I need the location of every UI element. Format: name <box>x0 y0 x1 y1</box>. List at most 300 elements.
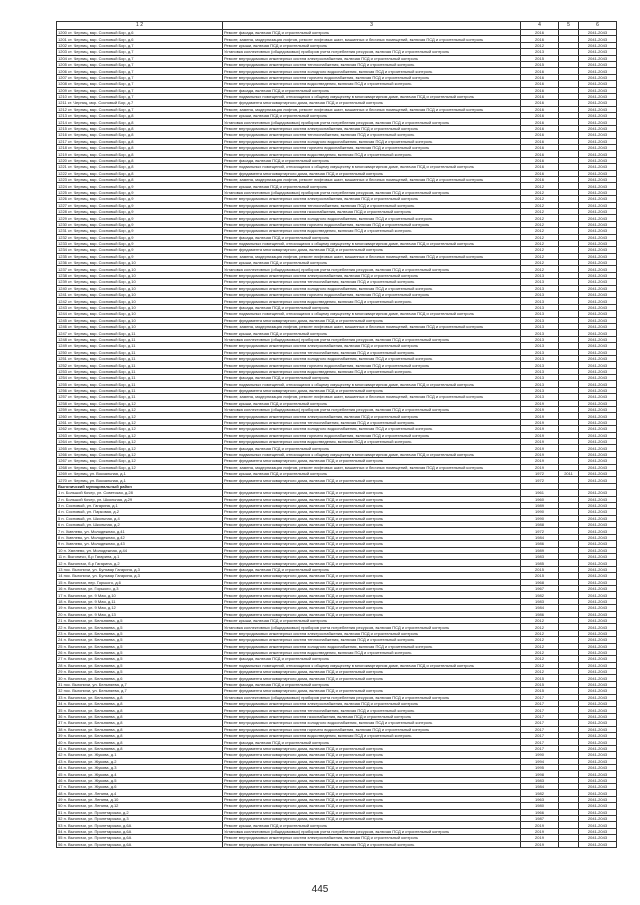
cell-work-type: Ремонт внутридомовых инженерных систем электроснабжения, включая ПСД и строительный контроль <box>223 630 521 636</box>
cell-period: 2041-2043 <box>579 407 617 413</box>
cell-work-type: Ремонт внутридомовых инженерных систем холодного водоснабжения, включая ПСД и строительный контроль <box>223 215 521 221</box>
row-number: 1230 <box>58 221 67 227</box>
cell-year: 2015 <box>521 566 559 572</box>
row-number: 28 <box>58 662 63 668</box>
row-number: 1247 <box>58 330 67 336</box>
address-text: ст. Черниц, мкр. Сосновый Бор, д.12 <box>68 432 136 438</box>
cell-year: 2019 <box>521 841 559 847</box>
cell-period: 2041-2043 <box>579 643 617 649</box>
cell-period: 2041-2043 <box>579 330 617 336</box>
cell-period: 2041-2043 <box>579 176 617 182</box>
cell-period: 2041-2043 <box>579 739 617 745</box>
address-text: п. Сосновый, ул. Школьная, д.2 <box>61 522 120 528</box>
address-text: ст. Черниц, мкр. Сосновый Бор, д.7 <box>68 68 134 74</box>
cell-period: 2041-2043 <box>579 451 617 457</box>
address-text: п. Выгоничи, ул. 9 Мая, д.13 <box>63 611 116 617</box>
header-col-5: 5 <box>559 22 579 30</box>
row-number: 11 <box>58 554 63 560</box>
cell-year: 2016 <box>521 170 559 176</box>
cell-period: 2041-2043 <box>579 490 617 496</box>
cell-work-type: Ремонт фундамента многоквартирного дома, включая ПСД и строительный контроль <box>223 771 521 777</box>
cell-period: 2041-2043 <box>579 598 617 604</box>
cell-period: 2041-2043 <box>579 681 617 687</box>
address-text: ст. Черниц, мкр. Сосновый Бор, д.8 <box>68 132 134 138</box>
cell-year: 2012 <box>521 202 559 208</box>
cell-work-type: Ремонт фундамента многоквартирного дома, включая ПСД и строительный контроль <box>223 502 521 508</box>
address-text: п. Выгоничи, ул. Бельняева, д.5 <box>63 656 123 662</box>
row-number: 49 <box>58 797 63 803</box>
cell-year: 2019 <box>521 439 559 445</box>
cell-period: 2041-2043 <box>579 311 617 317</box>
address-text: ст. Черниц, мкр. Сосновый Бор, д.10 <box>68 266 136 272</box>
cell-work-type: Ремонт фундамента многоквартирного дома, включая ПСД и строительный контроль <box>223 745 521 751</box>
row-number: 1201 <box>58 36 67 42</box>
cell-year: 2016 <box>521 100 559 106</box>
row-number: 1262 <box>58 426 67 432</box>
cell-work-type: Ремонт фундамента многоквартирного дома, включая ПСД и строительный контроль <box>223 247 521 253</box>
row-number: 1241 <box>58 292 67 298</box>
address-text: п. Выгоничи, ул. Ленина, д.12 <box>63 803 119 809</box>
address-text: ст. Черниц, мкр. Сосновый Бор, д.10 <box>68 311 136 317</box>
cell-work-type: Ремонт внутридомовых инженерных систем газоснабжения, включая ПСД и строительный контроль <box>223 208 521 214</box>
address-text: п. Выгоничи, ул. 9 Мая, д.11 <box>63 598 116 604</box>
cell-year: 2013 <box>521 49 559 55</box>
cell-year: 2016 <box>521 113 559 119</box>
cell-work-type: Ремонт крыши, включая ПСД и строительный контроль <box>223 400 521 406</box>
cell-period: 2041-2043 <box>579 771 617 777</box>
cell-address <box>57 841 223 847</box>
cell-year: 1963 <box>521 796 559 802</box>
cell-period: 2041-2043 <box>579 55 617 61</box>
cell-year: 2013 <box>521 323 559 329</box>
cell-period: 2041-2043 <box>579 132 617 138</box>
cell-work-type: Ремонт внутридомовых инженерных систем водоотведения, включая ПСД и строительный контроль <box>223 368 521 374</box>
address-text: п. Выгоничи, ул. Бельняева, д.5 <box>63 637 123 643</box>
cell-year: 2012 <box>521 196 559 202</box>
cell-period: 2041-2043 <box>579 30 617 36</box>
cell-work-type: Ремонт внутридомовых инженерных систем теплоснабжения, включая ПСД и строительный контроль <box>223 419 521 425</box>
cell-year: 1995 <box>521 764 559 770</box>
row-number: 40 <box>58 739 63 745</box>
address-text: п. Выгоничи, ул. Бельняева, д.5 <box>63 630 123 636</box>
row-number: 53 <box>58 822 63 828</box>
row-number: 1231 <box>58 228 67 234</box>
cell-work-type: Ремонт фасада, включая ПСД и строительный контроль <box>223 87 521 93</box>
cell-work-type: Ремонт подвальных помещений, относящихся к общему имуществу в многоквартирном доме, включая ПСД и строительный контроль <box>223 451 521 457</box>
row-number: 1221 <box>58 164 67 170</box>
cell-year: 2012 <box>521 617 559 623</box>
cell-work-type: Ремонт внутридомовых инженерных систем холодного водоснабжения, включая ПСД и строительный контроль <box>223 426 521 432</box>
address-text: ст. Черниц, мкр. Сосновый Бор, д.11 <box>68 394 136 400</box>
cell-period: 2041-2043 <box>579 547 617 553</box>
cell-period: 2041-2043 <box>579 151 617 157</box>
address-text: ст. Черниц, мкр. Сосновый Бор, д.10 <box>68 304 136 310</box>
cell-year: 2013 <box>521 272 559 278</box>
row-number: 19 <box>58 605 63 611</box>
cell-year: 1968 <box>521 579 559 585</box>
address-text: ст. Черниц, мкр. Сосновый Бор, д.7 <box>68 55 134 61</box>
cell-work-type: Ремонт фундамента многоквартирного дома, включая ПСД и строительный контроль <box>223 522 521 528</box>
cell-work-type: Установка коллективных (общедомовых) приборов учета потребления ресурсов, включая ПСД и строительный контроль <box>223 828 521 834</box>
cell-year: 2013 <box>521 387 559 393</box>
row-number: 3 <box>58 503 61 509</box>
row-number: 1239 <box>58 279 67 285</box>
table-row <box>57 841 617 847</box>
address-text: ст. Черниц, мкр. Сосновый Бор, д.11 <box>68 343 136 349</box>
cell-work-type: Ремонт внутридомовых инженерных систем водоотведения, включая ПСД и строительный контроль <box>223 228 521 234</box>
cell-period: 2041-2043 <box>579 125 617 131</box>
cell-period: 2041-2043 <box>579 68 617 74</box>
cell-period: 2041-2043 <box>579 119 617 125</box>
address-text: ст. Черниц, мкр. Сосновый Бор, д.9 <box>68 209 134 215</box>
cell-year: 2016 <box>521 132 559 138</box>
cell-period: 2041-2043 <box>579 189 617 195</box>
cell-period: 2041-2043 <box>579 841 617 847</box>
cell-year: 1987 <box>521 816 559 822</box>
cell-work-type: Ремонт внутридомовых инженерных систем электроснабжения, включая ПСД и строительный контроль <box>223 413 521 419</box>
address-text: ст. Черниц, мкр. Сосновый Бор, д.11 <box>68 362 136 368</box>
address-text: п. Выгоничи, ул. Жукова, д.1 <box>63 752 117 758</box>
cell-year: 1990 <box>521 752 559 758</box>
cell-work-type: Ремонт внутридомовых инженерных систем теплоснабжения, включая ПСД и строительный контроль <box>223 841 521 847</box>
cell-year: 2019 <box>521 445 559 451</box>
cell-work-type: Ремонт внутридомовых инженерных систем электроснабжения, включая ПСД и строительный контроль <box>223 343 521 349</box>
cell-work-type: Ремонт внутридомовых инженерных систем теплоснабжения, включая ПСД и строительный контроль <box>223 707 521 713</box>
cell-period: 2041-2043 <box>579 419 617 425</box>
row-number: 1219 <box>58 151 67 157</box>
row-number: 1255 <box>58 381 67 387</box>
row-number: 13 <box>58 567 63 572</box>
row-number: 1208 <box>58 81 67 87</box>
row-number: 1233 <box>58 241 67 247</box>
cell-work-type: Установка коллективных (общедомовых) приборов учета потребления ресурсов, включая ПСД и строительный контроль <box>223 624 521 630</box>
cell-year: 1983 <box>521 554 559 560</box>
cell-work-type: Ремонт фундамента многоквартирного дома, включая ПСД и строительный контроль <box>223 784 521 790</box>
cell-work-type: Ремонт фундамента многоквартирного дома, включая ПСД и строительный контроль <box>223 790 521 796</box>
cell-work-type: Ремонт, замена, модернизация лифтов, ремонт лифтовых шахт, машинных и блочных помещений, включая ПСД и строительный контроль <box>223 36 521 42</box>
cell-year: 2019 <box>521 413 559 419</box>
cell-year: 2017 <box>521 713 559 719</box>
row-number: 32 <box>58 688 63 694</box>
cell-work-type: Ремонт фундамента многоквартирного дома, включая ПСД и строительный контроль <box>223 688 521 694</box>
address-text: ст. Черниц, мкр. Сосновый Бор, д.10 <box>68 279 136 285</box>
row-number: 1226 <box>58 196 67 202</box>
cell-year: 2019 <box>521 419 559 425</box>
row-number: 1254 <box>58 375 67 381</box>
address-text: ст. Черниц, мкр. Сосновый Бор, д.12 <box>68 420 136 426</box>
cell-year: 1984 <box>521 534 559 540</box>
cell-year: 2016 <box>521 151 559 157</box>
cell-work-type: Установка коллективных (общедомовых) приборов учета потребления ресурсов, включая ПСД и строительный контроль <box>223 336 521 342</box>
cell-period: 2041-2043 <box>579 343 617 349</box>
row-number: 37 <box>58 720 63 726</box>
address-text: ст. Черниц, мкр. Сосновый Бор, д.8 <box>68 158 134 163</box>
cell-work-type: Ремонт подвальных помещений, относящихся к общему имуществу в многоквартирном доме, включая ПСД и строительный контроль <box>223 381 521 387</box>
row-number: 9 <box>58 541 61 547</box>
cell-period: 2041-2043 <box>579 247 617 253</box>
row-number: 1206 <box>58 68 67 74</box>
cell-period: 2041-2043 <box>579 266 617 272</box>
row-number: 5 <box>58 515 61 521</box>
cell-work-type: Ремонт фундамента многоквартирного дома, включая ПСД и строительный контроль <box>223 554 521 560</box>
cell-work-type: Ремонт фундамента многоквартирного дома, включая ПСД и строительный контроль <box>223 509 521 515</box>
cell-year: 1984 <box>521 605 559 611</box>
cell-work-type: Ремонт внутридомовых инженерных систем электроснабжения, включая ПСД и строительный контроль <box>223 272 521 278</box>
address-text: ст. Черниц, мкр. Сосновый Бор, д.10 <box>68 324 136 330</box>
cell-year: 2012 <box>521 630 559 636</box>
cell-period: 2041-2043 <box>579 221 617 227</box>
cell-work-type: Ремонт фасада, включая ПСД и строительный контроль <box>223 157 521 163</box>
cell-year: 2015 <box>521 61 559 67</box>
cell-period: 2041-2043 <box>579 649 617 655</box>
cell-year: 2017 <box>521 720 559 726</box>
cell-year: 2012 <box>521 215 559 221</box>
cell-year: 1983 <box>521 598 559 604</box>
cell-work-type: Ремонт внутридомовых инженерных систем газоснабжения, включая ПСД и строительный контроль <box>223 713 521 719</box>
cell-work-type: Ремонт внутридомовых инженерных систем холодного водоснабжения, включая ПСД и строительный контроль <box>223 720 521 726</box>
row-number: 34 <box>58 701 63 707</box>
address-text: ст. Черниц, мкр. Сосновый Бор, д.8 <box>68 138 134 144</box>
row-number: 1251 <box>58 356 67 362</box>
cell-period: 2041-2043 <box>579 656 617 662</box>
row-number: 1259 <box>58 407 67 413</box>
cell-year: 2013 <box>521 343 559 349</box>
cell-year-2: 2011 <box>559 470 579 476</box>
row-number: 29 <box>58 669 63 675</box>
row-number: 1236 <box>58 260 67 266</box>
cell-work-type: Ремонт фасада, включая ПСД и строительный контроль <box>223 681 521 687</box>
cell-year: 2013 <box>521 362 559 368</box>
row-number: 1224 <box>58 183 67 189</box>
cell-period: 2041-2043 <box>579 592 617 598</box>
cell-year: 2016 <box>521 106 559 112</box>
cell-period: 2041-2043 <box>579 777 617 783</box>
address-text: п. Большой Кочер, ул. Школьная, д.29 <box>61 496 133 502</box>
row-number: 1237 <box>58 266 67 272</box>
cell-period: 2041-2043 <box>579 579 617 585</box>
cell-year: 2016 <box>521 176 559 182</box>
row-number: 44 <box>58 765 63 771</box>
cell-period: 2041-2043 <box>579 202 617 208</box>
cell-work-type: Ремонт внутридомовых инженерных систем теплоснабжения, включая ПСД и строительный контроль <box>223 279 521 285</box>
cell-year: 1990 <box>521 509 559 515</box>
address-text: ст. Черниц, мкр. Сосновый Бор, д.12 <box>68 451 136 457</box>
cell-period: 2041-2043 <box>579 458 617 464</box>
cell-year: 2016 <box>521 125 559 131</box>
row-number: 1215 <box>58 126 67 132</box>
cell-work-type: Ремонт внутридомовых инженерных систем горячего водоснабжения, включая ПСД и строительный контроль <box>223 432 521 438</box>
address-text: п. Выгоничи, ул. Жукова, д.2 <box>63 758 117 764</box>
address-text: ст. Черниц, мкр. Сосновый Бор, д.9 <box>68 189 134 195</box>
row-number: 1229 <box>58 215 67 221</box>
row-number: 1270 <box>58 477 67 483</box>
cell-year: 2017 <box>521 732 559 738</box>
cell-period: 2041-2043 <box>579 828 617 834</box>
cell-work-type: Ремонт внутридомовых инженерных систем горячего водоснабжения, включая ПСД и строительный контроль <box>223 362 521 368</box>
address-text: ст. Черниц, мкр. Сосновый Бор, д.12 <box>68 400 136 406</box>
address-text: п. Сосновый, ул. Школьная, д.4 <box>61 515 120 521</box>
cell-work-type: Ремонт фасада, включая ПСД и строительный контроль <box>223 234 521 240</box>
cell-year: 2012 <box>521 247 559 253</box>
cell-year: 1989 <box>521 502 559 508</box>
row-number: 1213 <box>58 113 67 119</box>
address-text: ст. Черниц, мкр. Сосновый Бор, д.10 <box>68 298 136 304</box>
cell-work-type: Ремонт фасада, включая ПСД и строительный контроль <box>223 375 521 381</box>
cell-period: 2041-2043 <box>579 138 617 144</box>
cell-year: 2013 <box>521 311 559 317</box>
cell-period: 2041-2043 <box>579 74 617 80</box>
address-text: п. Выгоничи, ул. 9 Мая, д.12 <box>63 605 116 611</box>
address-text: ст. Черниц, мкр. Сосновый Бор, д.6 <box>68 36 134 42</box>
address-text: п. Выгоничи, ул. Жукова, д.3 <box>63 765 117 771</box>
cell-year: 1985 <box>521 560 559 566</box>
cell-work-type: Ремонт фасада, включая ПСД и строительный контроль <box>223 445 521 451</box>
address-text: ст. Черниц, мкр. Сосновый Бор, д.11 <box>68 375 136 381</box>
cell-year: 1998 <box>521 771 559 777</box>
cell-year: 2016 <box>521 93 559 99</box>
row-number: 15 <box>58 579 63 585</box>
header-col-1-2: 1 2 <box>57 22 223 30</box>
row-number: 46 <box>58 777 63 783</box>
cell-work-type: Ремонт фундамента многоквартирного дома, включая ПСД и строительный контроль <box>223 816 521 822</box>
row-number: 21 <box>58 618 63 624</box>
cell-work-type: Ремонт крыши, включая ПСД и строительный контроль <box>223 260 521 266</box>
cell-year: 1960 <box>521 496 559 502</box>
cell-year: 2012 <box>521 228 559 234</box>
address-text: ст. Черниц, мкр. Сосновый Бор, д.6 <box>68 30 134 36</box>
address-text: ст. Черниц, мкр. Сосновый Бор, д.8 <box>68 164 134 170</box>
address-text: ст. Черниц, мкр. Сосновый Бор, д.11 <box>68 336 136 342</box>
row-number: 1264 <box>58 439 67 445</box>
cell-work-type: Ремонт фундамента многоквартирного дома, включая ПСД и строительный контроль <box>223 387 521 393</box>
row-number: 1235 <box>58 253 67 259</box>
address-text: ст. Черниц, мкр. Сосновый Бор, д.9 <box>68 228 134 234</box>
cell-work-type: Ремонт фундамента многоквартирного дома, включая ПСД и строительный контроль <box>223 803 521 809</box>
cell-period: 2041-2043 <box>579 822 617 828</box>
address-text: п. Сосновый, ул. Гагарина, д.1 <box>61 503 118 509</box>
cell-year: 2012 <box>521 643 559 649</box>
cell-period: 2041-2043 <box>579 145 617 151</box>
address-text: ст. Черниц, мкр. Сосновый Бор, д.8 <box>68 170 134 176</box>
cell-year: 2016 <box>521 138 559 144</box>
address-text: ст. Черниц, мкр. Сосновый Бор, д.8 <box>68 119 134 125</box>
cell-work-type: Ремонт фундамента многоквартирного дома, включая ПСД и строительный контроль <box>223 669 521 675</box>
cell-year: 1961 <box>521 490 559 496</box>
address-text: п. Выгоничи, ул. Бельняева, д.5 <box>63 669 123 675</box>
cell-period: 2041-2043 <box>579 157 617 163</box>
row-number: 1220 <box>58 158 67 163</box>
cell-period: 2041-2043 <box>579 560 617 566</box>
cell-period: 2041-2043 <box>579 285 617 291</box>
address-text: ст. Черниц, мкр. Сосновый Бор, д.9 <box>68 202 134 208</box>
cell-period: 2041-2043 <box>579 304 617 310</box>
row-number: 4 <box>58 509 61 515</box>
cell-work-type: Ремонт фасада, включая ПСД и строительный контроль <box>223 566 521 572</box>
cell-work-type: Ремонт внутридомовых инженерных систем электроснабжения, включая ПСД и строительный контроль <box>223 196 521 202</box>
address-text: пос. Выгоничи, ул. Бульвар Гагарина, д.3 <box>63 567 140 572</box>
cell-work-type: Ремонт подвальных помещений, относящихся к общему имуществу в многоквартирном доме, включая ПСД и строительный контроль <box>223 240 521 246</box>
cell-work-type: Ремонт внутридомовых инженерных систем электроснабжения, включая ПСД и строительный контроль <box>223 125 521 131</box>
cell-year: 2013 <box>521 279 559 285</box>
row-number: 1217 <box>58 138 67 144</box>
cell-period: 2041-2043 <box>579 701 617 707</box>
cell-work-type: Ремонт подвальных помещений, относящихся к общему имуществу в многоквартирном доме, включая ПСД и строительный контроль <box>223 164 521 170</box>
cell-period: 2041-2043 <box>579 368 617 374</box>
row-number: 1202 <box>58 42 67 48</box>
header-row <box>57 22 617 30</box>
row-number: 10 <box>58 547 63 553</box>
cell-work-type: Ремонт внутридомовых инженерных систем холодного водоснабжения, включая ПСД и строительный контроль <box>223 285 521 291</box>
cell-work-type: Ремонт фундамента многоквартирного дома, включая ПСД и строительный контроль <box>223 598 521 604</box>
cell-period: 2041-2043 <box>579 36 617 42</box>
cell-period: 2041-2043 <box>579 809 617 815</box>
address-text: ст. Черниц, ул. Вокзальная, д.1 <box>68 477 126 483</box>
row-number: 1261 <box>58 420 67 426</box>
cell-year: 2013 <box>521 381 559 387</box>
address-text: п. Выгоничи, ул. Бельняева, д.5 <box>63 650 123 656</box>
cell-work-type: Ремонт, замена, модернизация лифтов, ремонт лифтовых шахт, машинных и блочных помещений, включая ПСД и строительный контроль <box>223 253 521 259</box>
address-text: ст. Черниц, мкр. Сосновый Бор, д.7 <box>68 106 134 112</box>
cell-work-type: Ремонт фундамента многоквартирного дома, включая ПСД и строительный контроль <box>223 777 521 783</box>
address-text: п. Выгоничи, ул. Бельняева, д.6 <box>63 675 123 681</box>
cell-work-type: Ремонт фундамента многоквартирного дома, включая ПСД и строительный контроль <box>223 573 521 579</box>
cell-year: 2019 <box>521 828 559 834</box>
address-text: ст. Черниц, мкр. Сосновый Бор, д.7 <box>67 100 134 106</box>
page-number: 445 <box>311 884 329 895</box>
cell-year: 2016 <box>521 74 559 80</box>
cell-year: 2015 <box>521 675 559 681</box>
row-number: 55 <box>58 835 63 841</box>
cell-period: 2041-2043 <box>579 534 617 540</box>
row-number: 1263 <box>58 432 67 438</box>
row-number: 1245 <box>58 317 67 323</box>
cell-period: 2041-2043 <box>579 170 617 176</box>
cell-period: 2041-2043 <box>579 164 617 170</box>
cell-year: 1983 <box>521 777 559 783</box>
row-number: 56 <box>58 841 63 847</box>
cell-period: 2041-2043 <box>579 796 617 802</box>
cell-year: 2012 <box>521 266 559 272</box>
cell-year: 1982 <box>521 592 559 598</box>
cell-period: 2041-2043 <box>579 464 617 470</box>
row-number: 8 <box>58 535 61 541</box>
cell-year: 2019 <box>521 432 559 438</box>
cell-period: 2041-2043 <box>579 694 617 700</box>
cell-year: 1988 <box>521 522 559 528</box>
cell-year: 2016 <box>521 36 559 42</box>
cell-year: 2016 <box>521 119 559 125</box>
cell-year: 2019 <box>521 451 559 457</box>
cell-work-type: Ремонт внутридомовых инженерных систем горячего водоснабжения, включая ПСД и строительный контроль <box>223 726 521 732</box>
row-number: 1228 <box>58 209 67 215</box>
row-number: 1222 <box>58 170 67 176</box>
address-text: п. Выгоничи, ул. Бельняева, д.8 <box>63 739 123 745</box>
address-text: п. Выгоничи, ул. Бельняева, д.8 <box>63 720 123 726</box>
row-number: 1253 <box>58 368 67 374</box>
cell-work-type: Ремонт фундамента многоквартирного дома, включая ПСД и строительный контроль <box>223 764 521 770</box>
row-number: 27 <box>58 656 63 662</box>
cell-work-type: Ремонт внутридомовых инженерных систем горячего водоснабжения, включая ПСД и строительный контроль <box>223 221 521 227</box>
cell-year: 2013 <box>521 317 559 323</box>
cell-period: 2041-2043 <box>579 100 617 106</box>
row-number: 6 <box>58 522 61 528</box>
address-text: ст. Черниц, мкр. Сосновый Бор, д.12 <box>68 407 136 413</box>
cell-period: 2041-2043 <box>579 355 617 361</box>
cell-work-type: Ремонт крыши, включая ПСД и строительный контроль <box>223 470 521 476</box>
cell-work-type: Ремонт подвальных помещений, относящихся к общему имуществу в многоквартирном доме, включая ПСД и строительный контроль <box>223 93 521 99</box>
cell-period: 2041-2043 <box>579 573 617 579</box>
cell-period: 2041-2043 <box>579 323 617 329</box>
